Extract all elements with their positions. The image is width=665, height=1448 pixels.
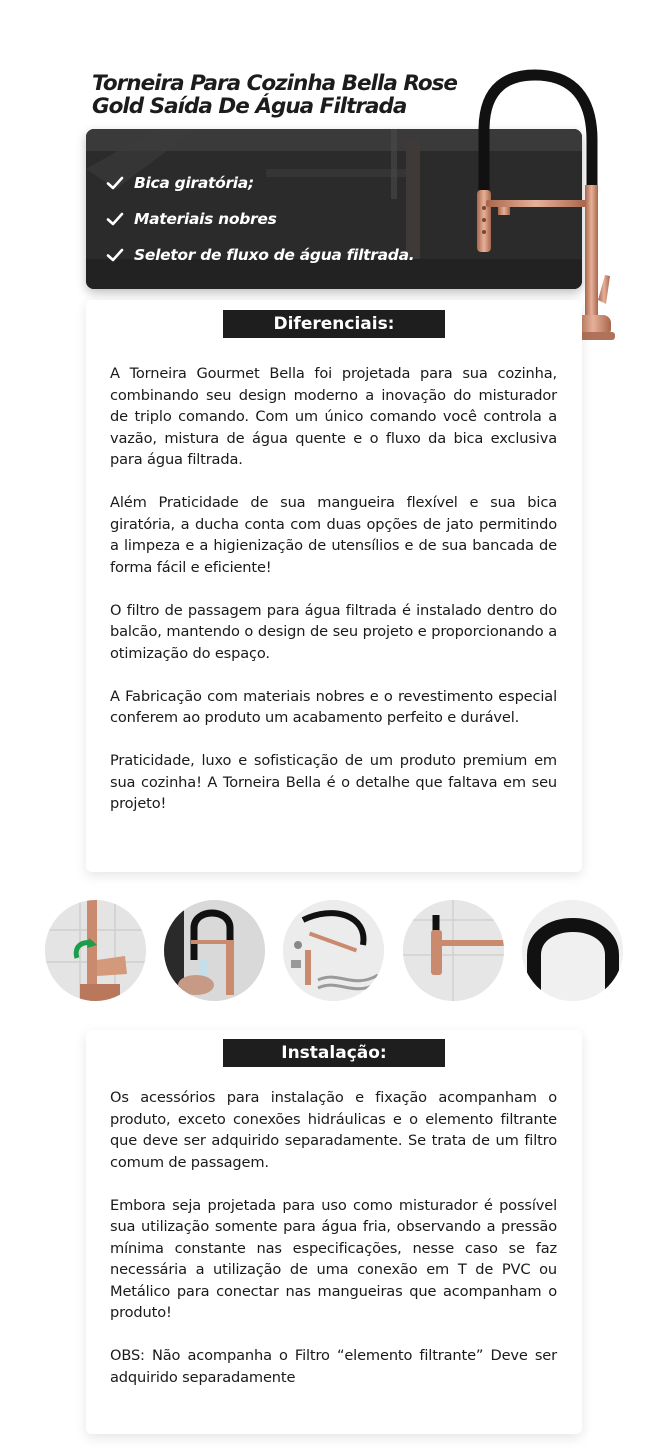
paragraph: A Fabricação com materiais nobres e o revestimento especial conferem ao produto um acabamento perfeito e durável. bbox=[110, 687, 557, 726]
feature-item bbox=[106, 237, 414, 273]
spout-detail-photo bbox=[403, 900, 504, 1001]
paragraph: Os acessórios para instalação e fixação acompanham o produto, exceto conexões hidráulicas e o elemento filtrante que deve ser adquirido separadamente. Se trata de um filtro comum de passagem. bbox=[110, 1089, 557, 1171]
thumbnail-spout-detail[interactable] bbox=[403, 900, 504, 1001]
instalacao-heading: Instalação: bbox=[223, 1039, 445, 1067]
feature-list bbox=[106, 165, 414, 273]
kit-components-photo bbox=[283, 900, 384, 1001]
paragraph: Praticidade, luxo e sofisticação de um produto premium em sua cozinha! A Torneira Bella é o detalhe que faltava em seu projeto! bbox=[110, 752, 557, 812]
feature-label: Materiais nobres bbox=[134, 210, 277, 228]
thumbnail-hose-arc[interactable] bbox=[522, 900, 623, 1001]
faucet-in-use-photo bbox=[164, 900, 265, 1001]
paragraph: O filtro de passagem para água filtrada é instalado dentro do balcão, mantendo o design de seu projeto e proporcionando a otimização do espaço. bbox=[110, 601, 557, 662]
feature-item bbox=[106, 201, 414, 237]
handle-rotation-photo bbox=[45, 900, 146, 1001]
paragraph: OBS: Não acompanha o Filtro “elemento filtrante” Deve ser adquirido separadamente bbox=[110, 1347, 557, 1386]
page-title: Torneira Para Cozinha Bella Rose Gold Saída De Água Filtrada bbox=[92, 71, 457, 119]
thumbnail-kit-components[interactable] bbox=[283, 900, 384, 1001]
check-icon bbox=[106, 175, 124, 191]
diferenciais-heading: Diferenciais: bbox=[223, 310, 445, 338]
paragraph: A Torneira Gourmet Bella foi projetada para sua cozinha, combinando seu design moderno a inovação do misturador de triplo comando. Com um único comando você controla a vazão, mistura de água quente e o fluxo da bica exclusiva para água filtrada. bbox=[110, 365, 557, 468]
thumbnail-faucet-in-use[interactable] bbox=[164, 900, 265, 1001]
feature-item bbox=[106, 165, 414, 201]
paragraph: Embora seja projetada para uso como misturador é possível sua utilização somente para água fria, observando a pressão mínima constante nas especificações, nesse caso se faz necessária a utilização de uma conexão em T de PVC ou Metálico para conectar nas mangueiras que acompanham o produto! bbox=[110, 1196, 557, 1321]
thumbnail-handle-rotation[interactable] bbox=[45, 900, 146, 1001]
instalacao-body bbox=[110, 1087, 557, 1410]
paragraph: Além Praticidade de sua mangueira flexível e sua bica giratória, a ducha conta com duas opções de jato permitindo a limpeza e a higienização de utensílios e de sua bancada de forma fácil e eficiente! bbox=[110, 494, 557, 576]
feature-label: Bica giratória; bbox=[134, 174, 254, 192]
hose-arc-photo bbox=[522, 900, 623, 1001]
diferenciais-body bbox=[110, 363, 557, 836]
feature-label: Seletor de fluxo de água filtrada. bbox=[134, 246, 415, 264]
check-icon bbox=[106, 247, 124, 263]
check-icon bbox=[106, 211, 124, 227]
